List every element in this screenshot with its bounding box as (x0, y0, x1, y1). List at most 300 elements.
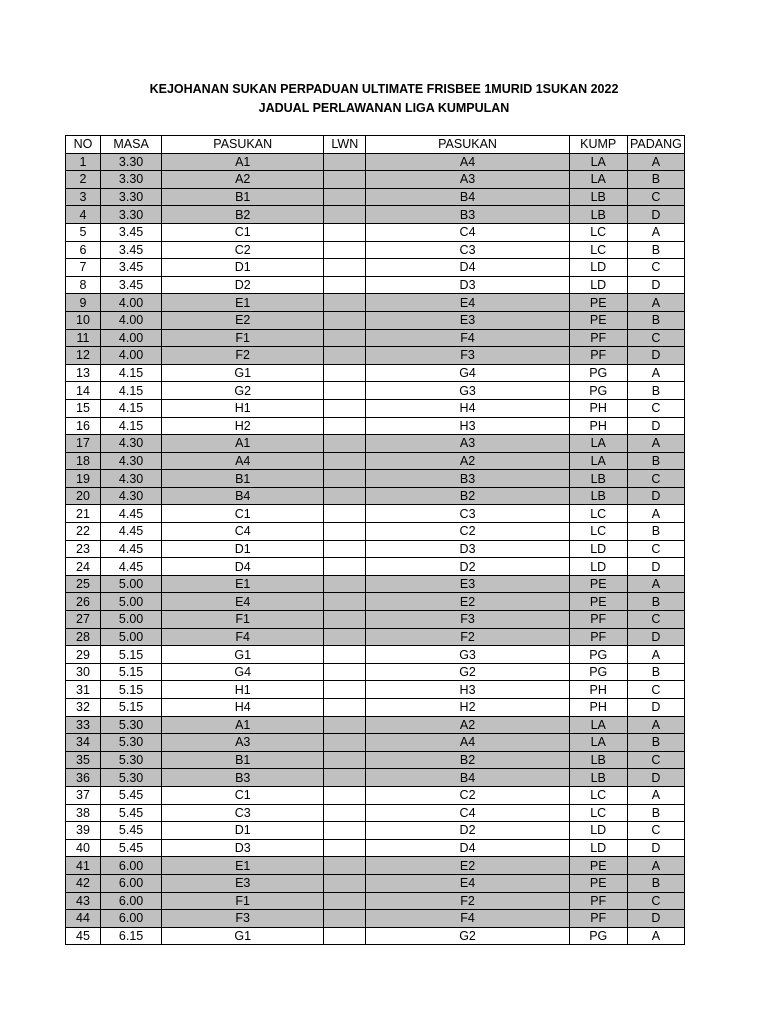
cell-padang: A (627, 646, 684, 664)
cell-no: 20 (66, 487, 101, 505)
cell-padang: B (627, 593, 684, 611)
cell-masa: 6.00 (100, 910, 161, 928)
cell-kump: LD (569, 839, 627, 857)
table-row (66, 716, 685, 734)
cell-masa: 5.45 (100, 839, 161, 857)
cell-kump: LC (569, 505, 627, 523)
cell-no: 34 (66, 734, 101, 752)
cell-no: 42 (66, 874, 101, 892)
cell-pasukan-1: E4 (162, 593, 324, 611)
cell-padang: A (627, 716, 684, 734)
cell-lwn (324, 540, 366, 558)
cell-kump: LA (569, 435, 627, 453)
cell-masa: 4.45 (100, 505, 161, 523)
cell-padang: B (627, 452, 684, 470)
cell-pasukan-1: B1 (162, 188, 324, 206)
table-row (66, 487, 685, 505)
cell-padang: C (627, 259, 684, 277)
table-row (66, 646, 685, 664)
cell-padang: C (627, 611, 684, 629)
cell-pasukan-1: H2 (162, 417, 324, 435)
cell-lwn (324, 487, 366, 505)
table-row (66, 241, 685, 259)
cell-no: 19 (66, 470, 101, 488)
cell-lwn (324, 593, 366, 611)
cell-pasukan-2: E2 (366, 857, 569, 875)
cell-kump: LC (569, 523, 627, 541)
table-row (66, 399, 685, 417)
cell-pasukan-2: D3 (366, 540, 569, 558)
cell-lwn (324, 786, 366, 804)
cell-kump: PE (569, 857, 627, 875)
cell-pasukan-2: F2 (366, 628, 569, 646)
cell-kump: PF (569, 892, 627, 910)
table-row (66, 470, 685, 488)
cell-pasukan-2: B4 (366, 188, 569, 206)
document-subtitle: JADUAL PERLAWANAN LIGA KUMPULAN (258, 101, 510, 115)
cell-padang: A (627, 294, 684, 312)
cell-masa: 5.30 (100, 769, 161, 787)
document-title: KEJOHANAN SUKAN PERPADUAN ULTIMATE FRISBEE 1MURID 1SUKAN 2022 (149, 82, 619, 96)
cell-pasukan-2: E3 (366, 575, 569, 593)
cell-padang: D (627, 487, 684, 505)
cell-pasukan-2: B2 (366, 751, 569, 769)
cell-masa: 4.15 (100, 399, 161, 417)
cell-kump: PF (569, 910, 627, 928)
cell-pasukan-2: G2 (366, 663, 569, 681)
cell-no: 24 (66, 558, 101, 576)
table-row (66, 452, 685, 470)
table-row (66, 769, 685, 787)
cell-lwn (324, 699, 366, 717)
cell-lwn (324, 188, 366, 206)
cell-masa: 5.30 (100, 716, 161, 734)
cell-padang: D (627, 276, 684, 294)
cell-no: 11 (66, 329, 101, 347)
cell-kump: PG (569, 382, 627, 400)
cell-padang: A (627, 364, 684, 382)
header-masa: MASA (100, 136, 161, 154)
cell-no: 31 (66, 681, 101, 699)
table-row (66, 558, 685, 576)
header-pasukan-2: PASUKAN (366, 136, 569, 154)
table-row (66, 505, 685, 523)
cell-no: 6 (66, 241, 101, 259)
cell-padang: A (627, 857, 684, 875)
cell-masa: 4.45 (100, 523, 161, 541)
cell-pasukan-1: B1 (162, 470, 324, 488)
cell-pasukan-1: G2 (162, 382, 324, 400)
cell-masa: 4.15 (100, 417, 161, 435)
cell-pasukan-2: F3 (366, 347, 569, 365)
cell-kump: PG (569, 646, 627, 664)
cell-lwn (324, 294, 366, 312)
cell-padang: B (627, 874, 684, 892)
table-row (66, 786, 685, 804)
cell-kump: LA (569, 452, 627, 470)
cell-pasukan-1: A4 (162, 452, 324, 470)
cell-kump: LD (569, 540, 627, 558)
table-row (66, 910, 685, 928)
cell-kump: PH (569, 417, 627, 435)
cell-lwn (324, 874, 366, 892)
cell-masa: 4.15 (100, 382, 161, 400)
cell-pasukan-1: G4 (162, 663, 324, 681)
cell-pasukan-2: E4 (366, 294, 569, 312)
cell-pasukan-2: A2 (366, 452, 569, 470)
cell-pasukan-1: F4 (162, 628, 324, 646)
table-row (66, 857, 685, 875)
table-row (66, 382, 685, 400)
cell-pasukan-2: E4 (366, 874, 569, 892)
cell-pasukan-2: E2 (366, 593, 569, 611)
cell-lwn (324, 259, 366, 277)
cell-lwn (324, 910, 366, 928)
cell-pasukan-1: D3 (162, 839, 324, 857)
cell-lwn (324, 223, 366, 241)
cell-padang: C (627, 470, 684, 488)
table-row (66, 435, 685, 453)
cell-padang: D (627, 910, 684, 928)
cell-no: 22 (66, 523, 101, 541)
cell-kump: LB (569, 769, 627, 787)
table-row (66, 681, 685, 699)
cell-kump: LB (569, 188, 627, 206)
cell-masa: 6.15 (100, 927, 161, 945)
cell-pasukan-1: F1 (162, 611, 324, 629)
cell-kump: PE (569, 575, 627, 593)
cell-padang: A (627, 435, 684, 453)
cell-masa: 4.30 (100, 487, 161, 505)
cell-pasukan-2: F4 (366, 329, 569, 347)
cell-pasukan-1: C1 (162, 223, 324, 241)
cell-masa: 5.00 (100, 575, 161, 593)
cell-lwn (324, 681, 366, 699)
table-row (66, 575, 685, 593)
cell-pasukan-2: G2 (366, 927, 569, 945)
cell-kump: LC (569, 241, 627, 259)
cell-kump: PG (569, 663, 627, 681)
cell-pasukan-1: B1 (162, 751, 324, 769)
cell-pasukan-1: A3 (162, 734, 324, 752)
cell-padang: C (627, 822, 684, 840)
cell-kump: LC (569, 804, 627, 822)
cell-kump: LB (569, 206, 627, 224)
cell-lwn (324, 839, 366, 857)
table-row (66, 417, 685, 435)
cell-masa: 4.00 (100, 347, 161, 365)
cell-no: 13 (66, 364, 101, 382)
cell-lwn (324, 452, 366, 470)
cell-pasukan-1: A1 (162, 435, 324, 453)
table-row (66, 223, 685, 241)
cell-no: 4 (66, 206, 101, 224)
cell-padang: C (627, 681, 684, 699)
cell-no: 45 (66, 927, 101, 945)
cell-lwn (324, 311, 366, 329)
cell-pasukan-2: G4 (366, 364, 569, 382)
cell-no: 17 (66, 435, 101, 453)
table-row (66, 364, 685, 382)
cell-padang: D (627, 699, 684, 717)
cell-pasukan-1: E3 (162, 874, 324, 892)
cell-no: 12 (66, 347, 101, 365)
cell-masa: 4.15 (100, 364, 161, 382)
cell-padang: C (627, 399, 684, 417)
cell-no: 16 (66, 417, 101, 435)
cell-no: 14 (66, 382, 101, 400)
cell-pasukan-2: H3 (366, 681, 569, 699)
cell-lwn (324, 505, 366, 523)
cell-pasukan-1: C2 (162, 241, 324, 259)
cell-masa: 3.30 (100, 153, 161, 171)
cell-no: 39 (66, 822, 101, 840)
table-row (66, 751, 685, 769)
cell-pasukan-1: C1 (162, 505, 324, 523)
cell-pasukan-2: F4 (366, 910, 569, 928)
cell-kump: PG (569, 364, 627, 382)
cell-padang: D (627, 417, 684, 435)
cell-kump: LB (569, 751, 627, 769)
cell-masa: 3.45 (100, 259, 161, 277)
table-row (66, 206, 685, 224)
cell-pasukan-1: E2 (162, 311, 324, 329)
header-pasukan-1: PASUKAN (162, 136, 324, 154)
cell-no: 1 (66, 153, 101, 171)
cell-no: 44 (66, 910, 101, 928)
header-padang: PADANG (627, 136, 684, 154)
cell-no: 27 (66, 611, 101, 629)
cell-no: 33 (66, 716, 101, 734)
cell-kump: PE (569, 311, 627, 329)
cell-no: 28 (66, 628, 101, 646)
table-row (66, 804, 685, 822)
cell-lwn (324, 575, 366, 593)
table-row (66, 839, 685, 857)
cell-masa: 5.00 (100, 593, 161, 611)
cell-padang: B (627, 804, 684, 822)
cell-pasukan-2: C4 (366, 223, 569, 241)
cell-no: 15 (66, 399, 101, 417)
cell-no: 8 (66, 276, 101, 294)
cell-lwn (324, 417, 366, 435)
cell-masa: 4.00 (100, 311, 161, 329)
cell-padang: C (627, 188, 684, 206)
cell-kump: PH (569, 399, 627, 417)
cell-padang: D (627, 558, 684, 576)
cell-masa: 6.00 (100, 874, 161, 892)
cell-masa: 5.00 (100, 628, 161, 646)
table-row (66, 540, 685, 558)
cell-masa: 4.30 (100, 470, 161, 488)
cell-pasukan-2: A2 (366, 716, 569, 734)
cell-no: 21 (66, 505, 101, 523)
cell-padang: A (627, 575, 684, 593)
cell-no: 7 (66, 259, 101, 277)
table-row (66, 347, 685, 365)
cell-kump: PF (569, 347, 627, 365)
cell-no: 9 (66, 294, 101, 312)
cell-masa: 5.45 (100, 822, 161, 840)
cell-pasukan-2: D4 (366, 259, 569, 277)
cell-lwn (324, 716, 366, 734)
table-row (66, 822, 685, 840)
cell-masa: 5.15 (100, 646, 161, 664)
cell-kump: LD (569, 259, 627, 277)
cell-no: 30 (66, 663, 101, 681)
cell-masa: 5.45 (100, 786, 161, 804)
cell-padang: A (627, 786, 684, 804)
cell-lwn (324, 364, 366, 382)
cell-masa: 3.30 (100, 188, 161, 206)
cell-pasukan-2: E3 (366, 311, 569, 329)
cell-masa: 5.30 (100, 751, 161, 769)
cell-lwn (324, 435, 366, 453)
cell-pasukan-1: B2 (162, 206, 324, 224)
cell-lwn (324, 470, 366, 488)
cell-padang: A (627, 153, 684, 171)
table-row (66, 523, 685, 541)
cell-pasukan-1: C4 (162, 523, 324, 541)
cell-lwn (324, 523, 366, 541)
cell-pasukan-1: F1 (162, 329, 324, 347)
cell-pasukan-1: A2 (162, 171, 324, 189)
table-row (66, 259, 685, 277)
cell-pasukan-1: F1 (162, 892, 324, 910)
cell-pasukan-2: D4 (366, 839, 569, 857)
cell-pasukan-2: H4 (366, 399, 569, 417)
cell-no: 36 (66, 769, 101, 787)
cell-no: 43 (66, 892, 101, 910)
cell-pasukan-1: F3 (162, 910, 324, 928)
cell-kump: LD (569, 276, 627, 294)
cell-no: 3 (66, 188, 101, 206)
cell-padang: B (627, 171, 684, 189)
cell-padang: A (627, 223, 684, 241)
cell-pasukan-2: B3 (366, 206, 569, 224)
table-row (66, 734, 685, 752)
table-row (66, 628, 685, 646)
cell-no: 23 (66, 540, 101, 558)
cell-no: 5 (66, 223, 101, 241)
table-row (66, 892, 685, 910)
cell-pasukan-1: D2 (162, 276, 324, 294)
cell-pasukan-2: C3 (366, 505, 569, 523)
cell-padang: B (627, 311, 684, 329)
cell-pasukan-2: D2 (366, 822, 569, 840)
cell-pasukan-1: A1 (162, 153, 324, 171)
cell-padang: D (627, 206, 684, 224)
cell-pasukan-1: G1 (162, 364, 324, 382)
table-header-row (66, 136, 685, 154)
cell-masa: 5.15 (100, 663, 161, 681)
cell-kump: LA (569, 171, 627, 189)
cell-lwn (324, 628, 366, 646)
cell-pasukan-1: E1 (162, 294, 324, 312)
cell-no: 10 (66, 311, 101, 329)
cell-kump: LD (569, 558, 627, 576)
cell-pasukan-1: D1 (162, 259, 324, 277)
cell-pasukan-2: F2 (366, 892, 569, 910)
cell-pasukan-1: A1 (162, 716, 324, 734)
cell-no: 26 (66, 593, 101, 611)
cell-masa: 6.00 (100, 857, 161, 875)
cell-pasukan-2: F3 (366, 611, 569, 629)
cell-lwn (324, 558, 366, 576)
cell-no: 40 (66, 839, 101, 857)
cell-lwn (324, 347, 366, 365)
cell-pasukan-2: A4 (366, 153, 569, 171)
table-row (66, 329, 685, 347)
cell-pasukan-2: B4 (366, 769, 569, 787)
cell-kump: LA (569, 153, 627, 171)
cell-lwn (324, 892, 366, 910)
cell-padang: B (627, 663, 684, 681)
table-row (66, 927, 685, 945)
cell-lwn (324, 646, 366, 664)
cell-kump: PF (569, 329, 627, 347)
cell-no: 38 (66, 804, 101, 822)
cell-lwn (324, 206, 366, 224)
header-kump: KUMP (569, 136, 627, 154)
cell-kump: PH (569, 681, 627, 699)
cell-padang: A (627, 927, 684, 945)
cell-pasukan-2: G3 (366, 646, 569, 664)
cell-masa: 5.15 (100, 699, 161, 717)
cell-lwn (324, 153, 366, 171)
cell-masa: 3.45 (100, 223, 161, 241)
cell-no: 41 (66, 857, 101, 875)
table-row (66, 611, 685, 629)
cell-pasukan-1: G1 (162, 646, 324, 664)
cell-masa: 4.30 (100, 435, 161, 453)
cell-masa: 3.30 (100, 206, 161, 224)
table-row (66, 663, 685, 681)
table-row (66, 188, 685, 206)
cell-pasukan-2: C4 (366, 804, 569, 822)
cell-lwn (324, 663, 366, 681)
cell-lwn (324, 241, 366, 259)
cell-pasukan-1: C1 (162, 786, 324, 804)
cell-pasukan-1: F2 (162, 347, 324, 365)
cell-pasukan-2: C2 (366, 523, 569, 541)
cell-padang: C (627, 329, 684, 347)
cell-pasukan-2: B2 (366, 487, 569, 505)
cell-pasukan-1: C3 (162, 804, 324, 822)
cell-pasukan-2: G3 (366, 382, 569, 400)
cell-pasukan-2: H3 (366, 417, 569, 435)
cell-masa: 4.00 (100, 294, 161, 312)
cell-pasukan-2: C3 (366, 241, 569, 259)
cell-padang: C (627, 892, 684, 910)
cell-masa: 4.30 (100, 452, 161, 470)
table-row (66, 874, 685, 892)
cell-pasukan-1: H1 (162, 399, 324, 417)
cell-pasukan-1: D1 (162, 540, 324, 558)
cell-masa: 3.30 (100, 171, 161, 189)
cell-lwn (324, 769, 366, 787)
cell-pasukan-2: D2 (366, 558, 569, 576)
cell-lwn (324, 751, 366, 769)
cell-lwn (324, 611, 366, 629)
cell-masa: 4.45 (100, 540, 161, 558)
table-row (66, 699, 685, 717)
cell-padang: A (627, 505, 684, 523)
cell-lwn (324, 382, 366, 400)
cell-kump: PE (569, 593, 627, 611)
cell-kump: LC (569, 223, 627, 241)
match-schedule-table (65, 135, 685, 945)
